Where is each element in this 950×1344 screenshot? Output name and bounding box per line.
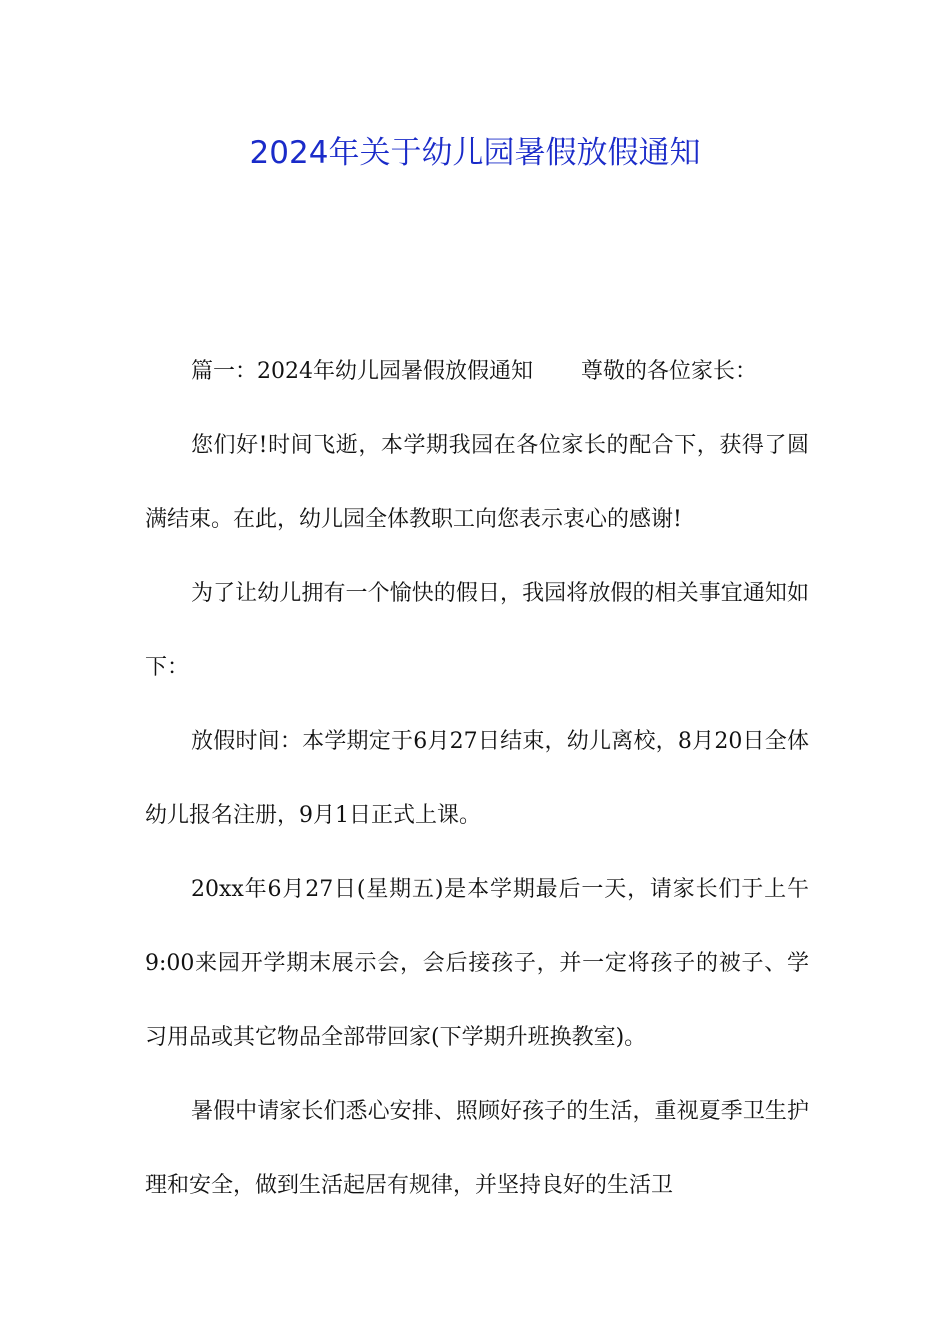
paragraph: 为了让幼儿拥有一个愉快的假日，我园将放假的相关事宜通知如下： — [145, 581, 809, 680]
document-title: 2024年关于幼儿园暑假放假通知 — [249, 135, 701, 171]
paragraph: 暑假中请家长们悉心安排、照顾好孩子的生活，重视夏季卫生护理和安全，做到生活起居有规律，并坚持良好的生活卫 — [145, 1099, 809, 1198]
document-body — [145, 335, 809, 1223]
greeting: 尊敬的各位家长： — [581, 359, 758, 384]
chapter-heading: 篇一：2024年幼儿园暑假放假通知 — [191, 359, 533, 384]
intro-paragraph — [145, 335, 809, 409]
paragraph: 放假时间：本学期定于6月27日结束，幼儿离校，8月20日全体幼儿报名注册，9月1日正式上课。 — [145, 729, 809, 828]
paragraph: 20xx年6月27日(星期五)是本学期最后一天，请家长们于上午9:00来园开学期末展示会，会后接孩子，并一定将孩子的被子、学习用品或其它物品全部带回家(下学期升班换教室)。 — [145, 877, 809, 1050]
paragraph: 您们好!时间飞逝，本学期我园在各位家长的配合下，获得了圆满结束。在此，幼儿园全体教职工向您表示衷心的感谢! — [145, 433, 809, 532]
